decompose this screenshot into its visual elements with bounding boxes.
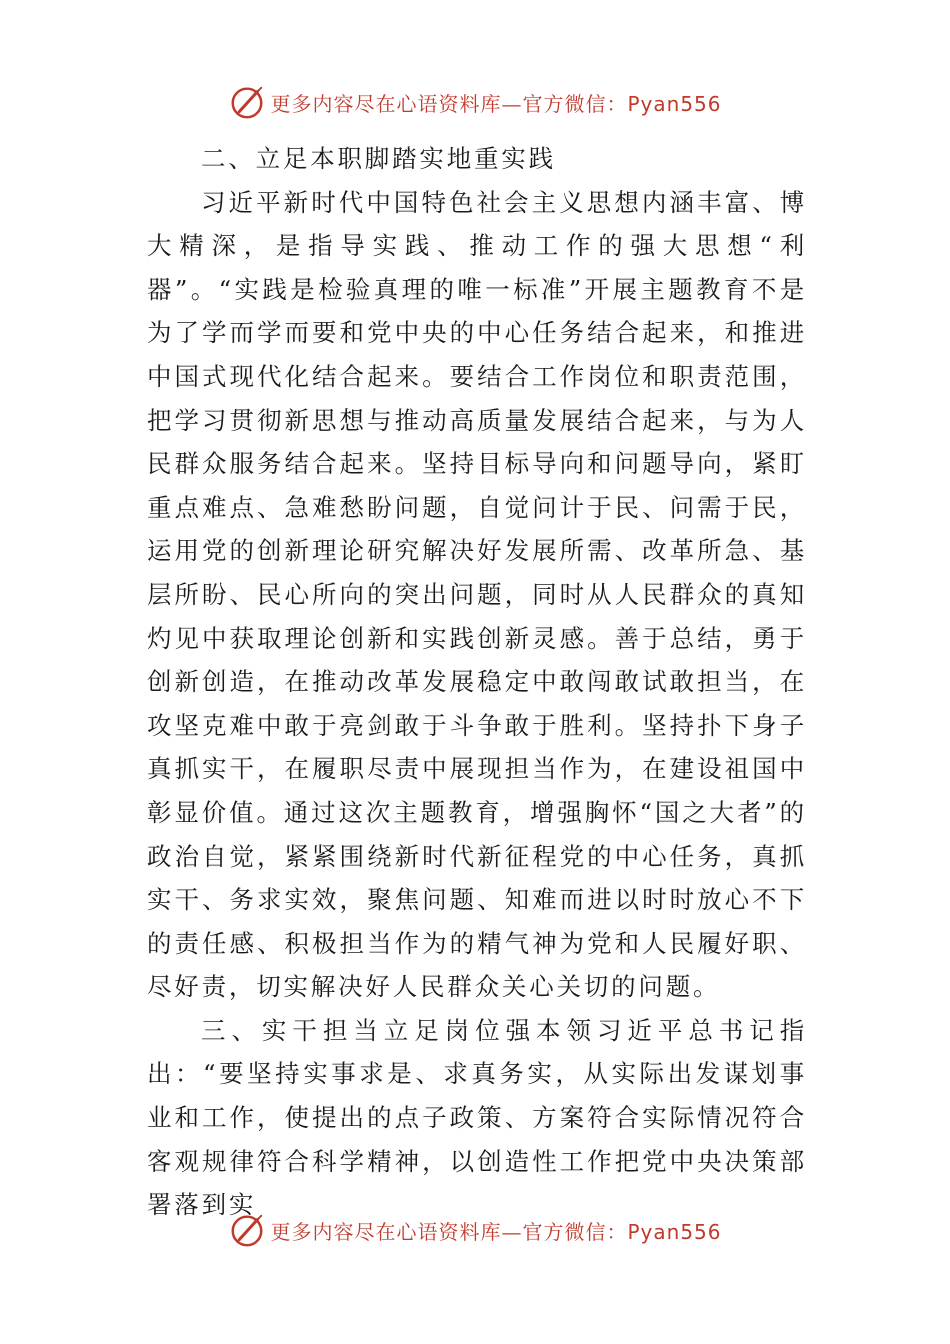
wechat-id: Pyan556	[627, 91, 722, 116]
section-heading-2: 二、立足本职脚踏实地重实践	[201, 144, 556, 173]
body-paragraph-3: 三、实干担当立足岗位强本领习近平总书记指出：“要坚持实事求是、求真务实，从实际出发谋划事业和工作，使提出的点子政策、方案符合实际情况符合客观规律符合科学精神，以创造性工作把党中央决策部署落到实	[147, 1015, 807, 1220]
watermark-text: 更多内容尽在心语资料库—官方微信：Pyan556	[270, 91, 722, 116]
footer-watermark-banner	[0, 1210, 950, 1250]
body-paragraph-2: 习近平新时代中国特色社会主义思想内涵丰富、博大精深，是指导实践、推动工作的强大思想“利器”。“实践是检验真理的唯一标准”开展主题教育不是为了学而学而要和党中央的中心任务结合起来，和推进中国式现代化结合起来。要结合工作岗位和职责范围，把学习贯彻新思想与推动高质量发展结合起来，与为人民群众服务结合起来。坚持目标导向和问题导向，紧盯重点难点、急难愁盼问题，自觉问计于民、问需于民，运用党的创新理论研究解决好发展所需、改革所急、基层所盼、民心所向的突出问题，同时从人民群众的真知灼见中获取理论创新和实践创新灵感。善于总结，勇于创新创造，在推动改革发展稳定中敢闯敢试敢担当，在攻坚克难中敢于亮剑敢于斗争敢于胜利。坚持扑下身子真抓实干，在履职尽责中展现担当作为，在建设祖国中彰显价值。通过这次主题教育，增强胸怀“国之大者”的政治自觉，紧紧围绕新时代新征程党的中心任务，真抓实干、务求实效，聚焦问题、知难而进以时时放心不下的责任感、积极担当作为的精气神为党和人民履好职、尽好责，切实解决好人民群众关心关切的问题。	[147, 187, 807, 1002]
header-watermark-banner	[0, 82, 950, 122]
wechat-id: Pyan556	[627, 1219, 722, 1244]
pen-logo-icon	[228, 1211, 266, 1249]
watermark-text: 更多内容尽在心语资料库—官方微信：Pyan556	[270, 1219, 722, 1244]
document-body	[147, 137, 807, 1227]
pen-logo-icon	[228, 83, 266, 121]
